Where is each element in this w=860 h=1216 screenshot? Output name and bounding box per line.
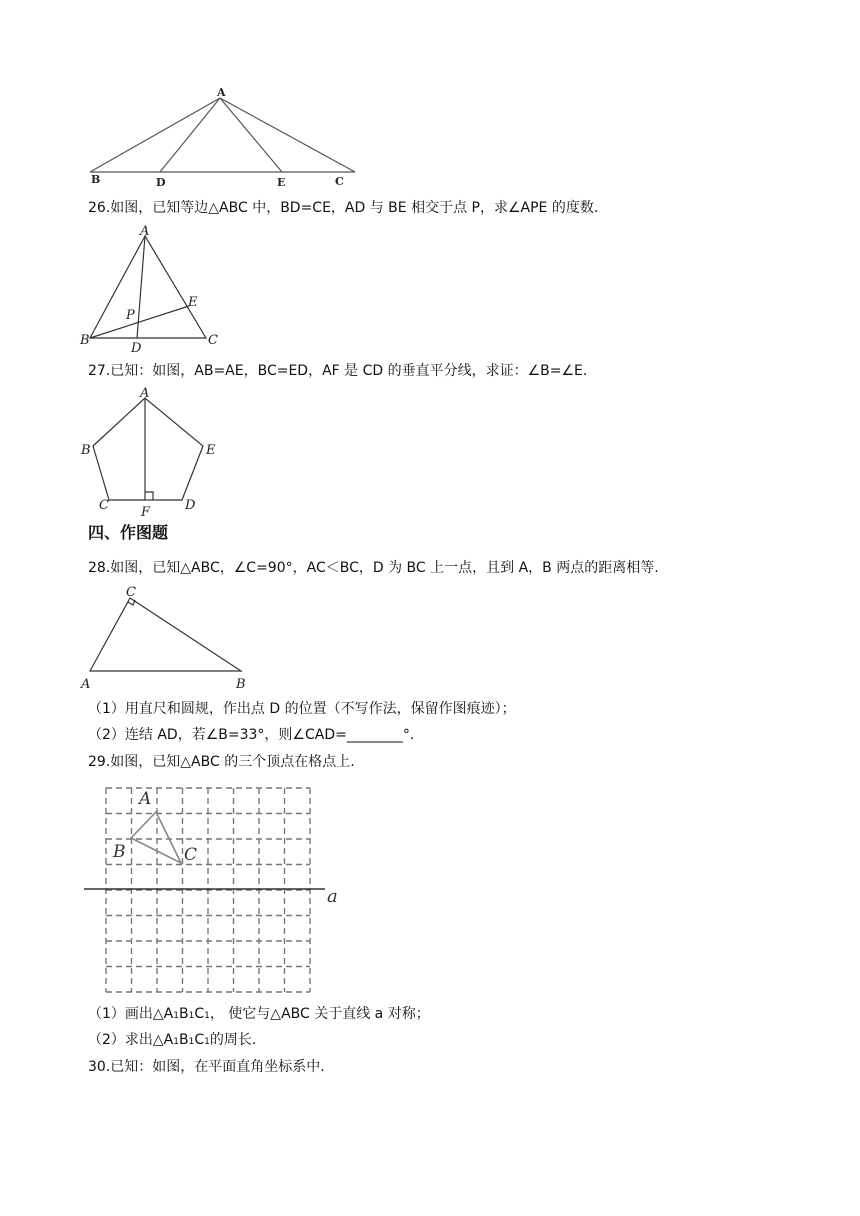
question-30: 30.已知：如图，在平面直角坐标系中. [88, 1059, 325, 1075]
label-c: C [99, 498, 109, 513]
label-e: E [277, 176, 286, 189]
label-b: B [80, 333, 90, 348]
label-p: P [126, 308, 135, 323]
figure-equilateral-triangle [78, 222, 228, 354]
figure-triangle-abdec [80, 80, 370, 190]
question-28-part-2: （2）连结 AD，若∠B=33°，则∠CAD=________°. [88, 727, 415, 743]
label-a: A [217, 86, 226, 99]
question-27: 27.已知：如图，AB=AE，BC=ED，AF 是 CD 的垂直平分线，求证：∠B=∠E. [88, 363, 588, 379]
label-f: F [141, 505, 151, 520]
question-29: 29.如图，已知△ABC 的三个顶点在格点上. [88, 754, 355, 770]
label-b: B [91, 173, 101, 186]
label-e: E [188, 295, 198, 310]
label-line-a: a [327, 886, 338, 907]
figure-right-triangle [78, 582, 258, 692]
label-a: A [81, 677, 91, 692]
label-c: C [208, 333, 218, 348]
label-c: C [184, 845, 198, 865]
label-a: A [139, 789, 152, 809]
label-b: B [113, 842, 126, 862]
label-a: A [140, 386, 150, 401]
section-heading: 四、作图题 [88, 523, 169, 542]
label-c: C [126, 585, 136, 600]
label-e: E [206, 443, 216, 458]
question-26: 26.如图，已知等边△ABC 中，BD=CE，AD 与 BE 相交于点 P，求∠APE 的度数. [88, 200, 599, 216]
question-29-part-1: （1）画出△A1B1C1， 使它与△ABC 关于直线 a 对称； [88, 1006, 430, 1022]
question-28-part-1: （1）用直尺和圆规，作出点 D 的位置（不写作法，保留作图痕迹）； [88, 701, 516, 717]
figure-grid [80, 780, 350, 995]
question-28: 28.如图，已知△ABC，∠C=90°，AC＜BC，D 为 BC 上一点，且到 A，B 两点的距离相等. [88, 560, 659, 576]
label-d: D [185, 498, 196, 513]
figure-pentagon [78, 384, 228, 520]
label-b: B [236, 677, 246, 692]
question-29-part-2: （2）求出△A1B1C1的周长. [88, 1032, 257, 1048]
label-d: D [131, 341, 142, 354]
label-b: B [81, 443, 91, 458]
label-d: D [156, 176, 166, 189]
label-a: A [140, 224, 150, 239]
label-c: C [335, 175, 344, 188]
